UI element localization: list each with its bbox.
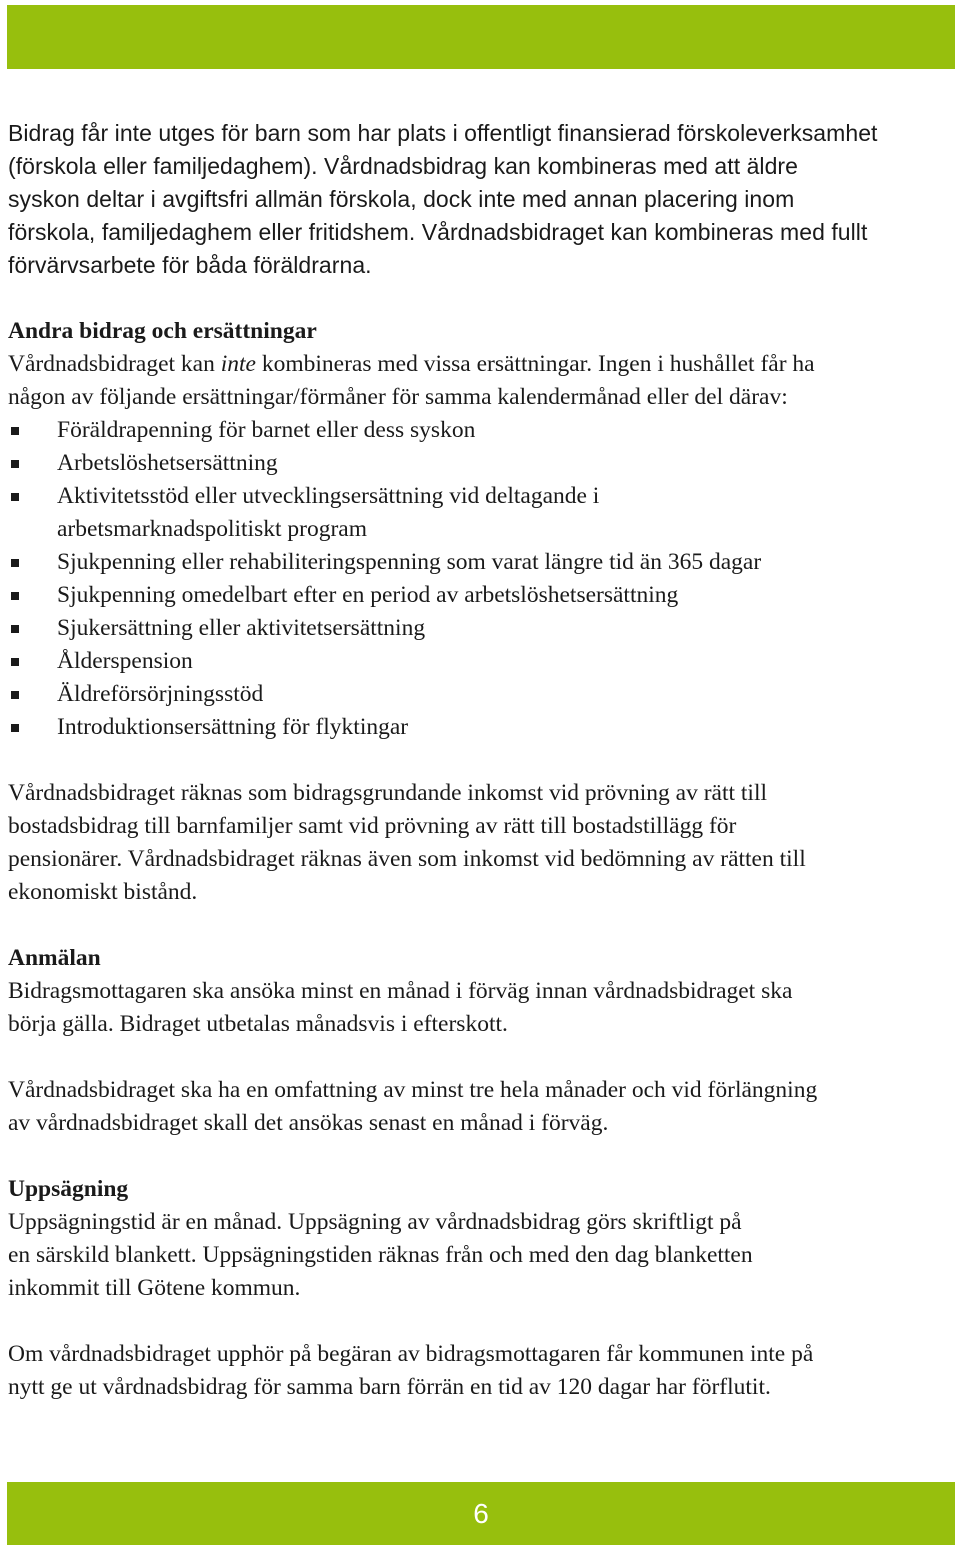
other-benefits-section	[8, 315, 953, 744]
document-body	[8, 117, 953, 1404]
application-extent-paragraph	[8, 1074, 953, 1140]
application-line: Bidragsmottagaren ska ansöka minst en månad i förväg innan vårdnadsbidraget ska	[8, 978, 793, 1004]
list-item-text: Sjukpenning eller rehabiliteringspenning som varat längre tid än 365 dagar	[57, 549, 762, 575]
emphasis-inte: inte	[220, 351, 256, 377]
termination-line: Uppsägningstid är en månad. Uppsägning av vårdnadsbidrag görs skriftligt på	[8, 1209, 742, 1235]
bottom-green-band	[7, 1482, 955, 1545]
list-item	[8, 645, 953, 678]
intro-paragraph	[8, 117, 953, 282]
application-line: av vårdnadsbidraget skall det ansökas senast en månad i förväg.	[8, 1110, 609, 1136]
list-item-text: Sjukersättning eller aktivitetsersättning	[57, 615, 426, 641]
income-line: ekonomiskt bistånd.	[8, 879, 198, 905]
list-item	[8, 711, 953, 744]
list-item-text: Ålderspension	[57, 648, 193, 674]
list-item-text: Introduktionsersättning för flyktingar	[57, 714, 409, 740]
income-line: bostadsbidrag till barnfamiljer samt vid prövning av rätt till bostadstillägg för	[8, 813, 737, 839]
termination-section	[8, 1173, 953, 1305]
termination-line: en särskild blankett. Uppsägningstiden räknas från och med den dag blanketten	[8, 1242, 753, 1268]
list-item-text: Arbetslöshetsersättning	[57, 450, 278, 476]
section-heading-other-benefits: Andra bidrag och ersättningar	[8, 318, 317, 344]
list-item	[8, 480, 953, 546]
list-item	[8, 447, 953, 480]
application-section	[8, 942, 953, 1041]
benefits-list	[8, 414, 953, 744]
top-green-band	[7, 5, 955, 69]
income-line: Vårdnadsbidraget räknas som bidragsgrundande inkomst vid prövning av rätt till	[8, 780, 768, 806]
application-line: Vårdnadsbidraget ska ha en omfattning av minst tre hela månader och vid förlängning	[8, 1077, 818, 1103]
termination-line: inkommit till Götene kommun.	[8, 1275, 301, 1301]
application-line: börja gälla. Bidraget utbetalas månadsvis i efterskott.	[8, 1011, 508, 1037]
list-item-text: Sjukpenning omedelbart efter en period av arbetslöshetsersättning	[57, 582, 679, 608]
final-line: Om vårdnadsbidraget upphör på begäran av bidragsmottagaren får kommunen inte på	[8, 1341, 814, 1367]
list-item	[8, 612, 953, 645]
section-heading-termination: Uppsägning	[8, 1176, 129, 1202]
other-benefits-line	[8, 348, 953, 381]
list-item	[8, 546, 953, 579]
intro-line: förvärvsarbete för båda föräldrarna.	[8, 252, 372, 278]
page-number: 6	[473, 1498, 489, 1529]
square-bullet-icon	[11, 724, 19, 732]
intro-line: förskola, familjedaghem eller fritidshem. Vårdnadsbidraget kan kombineras med fullt	[8, 219, 868, 245]
text-span: Vårdnadsbidraget kan	[8, 351, 221, 377]
list-item	[8, 579, 953, 612]
section-heading-application: Anmälan	[8, 945, 101, 971]
list-item	[8, 678, 953, 711]
square-bullet-icon	[11, 460, 19, 468]
other-benefits-line: någon av följande ersättningar/förmåner för samma kalendermånad eller del därav:	[8, 384, 788, 410]
list-item-text: arbetsmarknadspolitiskt program	[57, 516, 367, 542]
list-item-text: Aktivitetsstöd eller utvecklingsersättning vid deltagande i	[57, 483, 600, 509]
final-paragraph	[8, 1338, 953, 1404]
intro-line: Bidrag får inte utges för barn som har plats i offentligt finansierad förskoleverksamhet	[8, 120, 878, 146]
list-item	[8, 414, 953, 447]
intro-line: syskon deltar i avgiftsfri allmän förskola, dock inte med annan placering inom	[8, 186, 795, 212]
income-line: pensionärer. Vårdnadsbidraget räknas även som inkomst vid bedömning av rätten till	[8, 846, 806, 872]
text-span: kombineras med vissa ersättningar. Ingen i hushållet får ha	[255, 351, 815, 377]
final-line: nytt ge ut vårdnadsbidrag för samma barn förrän en tid av 120 dagar har förflutit.	[8, 1374, 771, 1400]
income-paragraph	[8, 777, 953, 909]
square-bullet-icon	[11, 427, 19, 435]
list-item-text: Föräldrapenning för barnet eller dess syskon	[57, 417, 476, 443]
square-bullet-icon	[11, 592, 19, 600]
square-bullet-icon	[11, 625, 19, 633]
square-bullet-icon	[11, 691, 19, 699]
square-bullet-icon	[11, 658, 19, 666]
intro-line: (förskola eller familjedaghem). Vårdnadsbidrag kan kombineras med att äldre	[8, 153, 798, 179]
square-bullet-icon	[11, 559, 19, 567]
square-bullet-icon	[11, 493, 19, 501]
list-item-text: Äldreförsörjningsstöd	[57, 681, 264, 707]
